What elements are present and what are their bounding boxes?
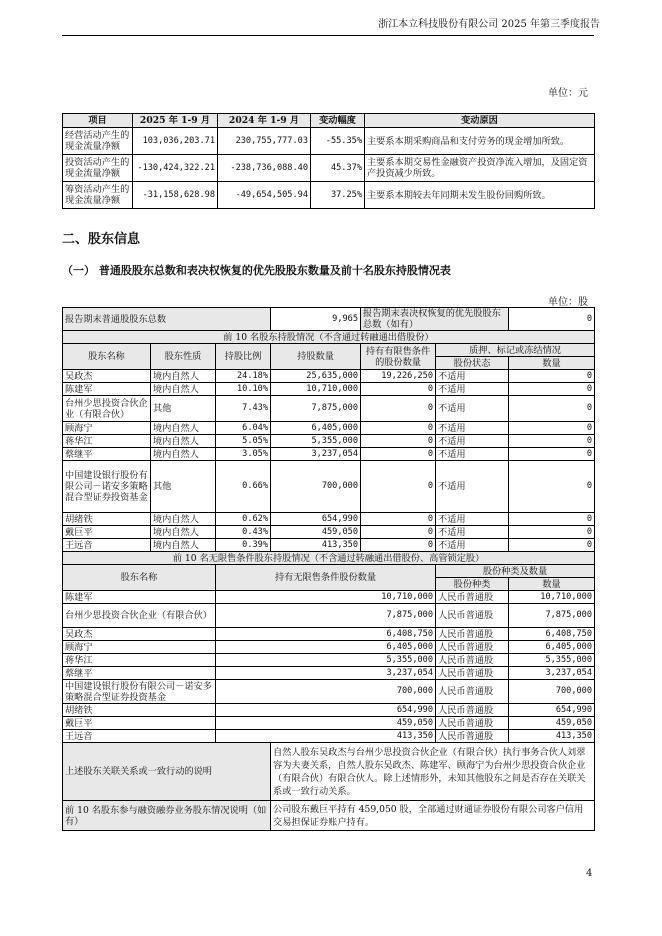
holder-ratio: 0.66% [216, 461, 271, 513]
holder-name: 吴政杰 [63, 370, 151, 383]
preferred-shareholders-label: 报告期末表决权恢复的优先股股东总数（如有） [361, 308, 509, 331]
holder-quantity: 7,875,000 [271, 396, 361, 422]
holder-quantity: 5,355,000 [271, 435, 361, 448]
holder-ratio: 0.39% [216, 539, 271, 552]
holder-pledge-count: 0 [509, 396, 595, 422]
holder-pledge-count: 0 [509, 461, 595, 513]
unres-holder-quantity: 7,875,000 [216, 604, 436, 628]
unres-share-type: 人民币普通股 [436, 667, 509, 680]
unres-col-header-qty: 持有无限售条件股份数量 [216, 565, 436, 591]
unrestricted-body [63, 591, 595, 743]
col-header-nature: 股东性质 [151, 344, 216, 370]
holder-nature: 境内自然人 [151, 513, 216, 526]
unres-share-count: 5,355,000 [509, 654, 595, 667]
unres-holder-name: 戴巨平 [63, 717, 216, 730]
table-row [63, 604, 595, 628]
margin-label: 前 10 名股东参与融资融券业务股东情况说明（如有） [63, 801, 271, 831]
page-number: 4 [586, 868, 593, 879]
holder-nature: 境内自然人 [151, 435, 216, 448]
relation-label: 上述股东关联关系或一致行动的说明 [63, 743, 271, 801]
unres-holder-quantity: 459,050 [216, 717, 436, 730]
holder-ratio: 0.43% [216, 526, 271, 539]
holder-nature: 境内自然人 [151, 383, 216, 396]
holder-pledge-count: 0 [509, 539, 595, 552]
holder-pledge-state: 不适用 [436, 435, 509, 448]
cashflow-header-2025: 2025 年 1-9 月 [133, 114, 218, 128]
table-row [63, 461, 595, 513]
cashflow-header-item: 项目 [63, 114, 133, 128]
holder-restricted: 0 [361, 513, 436, 526]
table-row [63, 370, 595, 383]
unres-col-header-count: 数量 [509, 578, 595, 591]
table-row [63, 628, 595, 641]
holder-name: 台州少思投资合伙企业（有限合伙） [63, 396, 151, 422]
total-shareholders-label: 报告期末普通股股东总数 [63, 308, 271, 331]
section-title: 二、股东信息 [62, 232, 141, 247]
unres-holder-name: 台州少思投资合伙企业（有限合伙） [63, 604, 216, 628]
table-row [63, 641, 595, 654]
unrestricted-title: 前 10 名无限售条件股东持股情况（不含通过转融通出借股份、高管锁定股） [63, 552, 595, 565]
table-row [63, 717, 595, 730]
cashflow-value-2025: 103,036,203.71 [133, 128, 218, 155]
unres-share-count: 700,000 [509, 680, 595, 704]
table-row [63, 730, 595, 743]
unres-share-count: 654,990 [509, 704, 595, 717]
holder-quantity: 3,237,054 [271, 448, 361, 461]
cashflow-value-2025: -130,424,322.21 [133, 155, 218, 182]
holder-restricted: 19,226,250 [361, 370, 436, 383]
report-header-title: 浙江本立科技股份有限公司 2025 年第三季度报告 [378, 19, 600, 30]
unres-holder-quantity: 654,990 [216, 704, 436, 717]
holder-pledge-state: 不适用 [436, 370, 509, 383]
cashflow-item: 经营活动产生的现金流量净额 [63, 128, 133, 155]
holder-quantity: 459,050 [271, 526, 361, 539]
table-row [63, 422, 595, 435]
holder-nature: 境内自然人 [151, 526, 216, 539]
holder-name: 蒋华江 [63, 435, 151, 448]
unres-share-count: 6,408,750 [509, 628, 595, 641]
unres-holder-name: 陈建军 [63, 591, 216, 604]
holder-pledge-state: 不适用 [436, 513, 509, 526]
preferred-shareholders-value: 0 [509, 308, 595, 331]
cashflow-header-2024: 2024 年 1-9 月 [218, 114, 311, 128]
relation-text: 自然人股东吴政杰与台州少思投资合伙企业（有限合伙）执行事务合伙人刘翠容为夫妻关系，自然人股东吴政杰、陈建军、顾海宁为台州少思投资合伙企业（有限合伙）有限合伙人。除上述情形外，未知其他股东之间是否存在关联关系或一致行动关系。 [271, 743, 595, 801]
holder-name: 陈建军 [63, 383, 151, 396]
table-row [63, 448, 595, 461]
holder-ratio: 24.18% [216, 370, 271, 383]
margin-text: 公司股东戴巨平持有 459,050 股，全部通过财通证券股份有限公司客户信用交易担保证券账户持有。 [271, 801, 595, 831]
top10-header-row-1 [63, 344, 595, 357]
unres-holder-name: 王远音 [63, 730, 216, 743]
holder-restricted: 0 [361, 461, 436, 513]
holder-pledge-state: 不适用 [436, 396, 509, 422]
holder-pledge-state: 不适用 [436, 383, 509, 396]
holder-nature: 境内自然人 [151, 370, 216, 383]
top10-title-row [63, 331, 595, 344]
table-row [63, 396, 595, 422]
cashflow-change: -55.35% [311, 128, 365, 155]
table-row [63, 539, 595, 552]
unres-col-header-type-group: 股份种类及数量 [436, 565, 595, 578]
table-row [63, 704, 595, 717]
unres-holder-name: 胡绪铁 [63, 704, 216, 717]
holder-restricted: 0 [361, 396, 436, 422]
holder-ratio: 3.05% [216, 448, 271, 461]
unres-share-type: 人民币普通股 [436, 680, 509, 704]
holder-ratio: 0.62% [216, 513, 271, 526]
col-header-pledge: 质押、标记或冻结情况 [436, 344, 595, 357]
unres-share-type: 人民币普通股 [436, 604, 509, 628]
unres-col-header-name: 股东名称 [63, 565, 216, 591]
holder-name: 蔡继平 [63, 448, 151, 461]
unres-holder-name: 吴政杰 [63, 628, 216, 641]
col-header-state: 股份状态 [436, 357, 509, 370]
col-header-name: 股东名称 [63, 344, 151, 370]
holder-restricted: 0 [361, 526, 436, 539]
holder-pledge-state: 不适用 [436, 526, 509, 539]
holder-restricted: 0 [361, 422, 436, 435]
holder-nature: 其他 [151, 461, 216, 513]
col-header-quantity: 持股数量 [271, 344, 361, 370]
cashflow-value-2024: 230,755,777.03 [218, 128, 311, 155]
unres-share-count: 6,405,000 [509, 641, 595, 654]
holder-restricted: 0 [361, 435, 436, 448]
unres-share-type: 人民币普通股 [436, 717, 509, 730]
unres-share-count: 413,350 [509, 730, 595, 743]
shareholder-unit-label: 单位：股 [548, 297, 588, 308]
holder-quantity: 413,350 [271, 539, 361, 552]
unrestricted-header-row-1 [63, 565, 595, 578]
table-row [63, 435, 595, 448]
unres-share-type: 人民币普通股 [436, 591, 509, 604]
holder-restricted: 0 [361, 383, 436, 396]
unres-holder-quantity: 3,237,054 [216, 667, 436, 680]
unres-share-type: 人民币普通股 [436, 654, 509, 667]
holder-name: 中国建设银行股份有限公司－诺安多策略混合型证券投资基金 [63, 461, 151, 513]
cashflow-row-investing [63, 155, 595, 182]
cashflow-row-financing [63, 182, 595, 209]
unres-col-header-type: 股份种类 [436, 578, 509, 591]
holder-pledge-state: 不适用 [436, 422, 509, 435]
unres-share-type: 人民币普通股 [436, 628, 509, 641]
holder-ratio: 10.10% [216, 383, 271, 396]
top10-body [63, 370, 595, 552]
col-header-ratio: 持股比例 [216, 344, 271, 370]
table-row [63, 591, 595, 604]
cashflow-table [62, 113, 595, 209]
col-header-count: 数量 [509, 357, 595, 370]
unres-share-count: 3,237,054 [509, 667, 595, 680]
unres-share-count: 10,710,000 [509, 591, 595, 604]
unres-holder-quantity: 6,408,750 [216, 628, 436, 641]
unres-share-type: 人民币普通股 [436, 730, 509, 743]
holder-nature: 境内自然人 [151, 422, 216, 435]
cashflow-reason: 主要系本期交易性金融资产投资净流入增加，及固定资产投资减少所致。 [365, 155, 595, 182]
holder-quantity: 10,710,000 [271, 383, 361, 396]
holder-restricted: 0 [361, 539, 436, 552]
holder-pledge-count: 0 [509, 370, 595, 383]
unrestricted-title-row [63, 552, 595, 565]
holder-restricted: 0 [361, 448, 436, 461]
holder-nature: 其他 [151, 396, 216, 422]
holder-quantity: 654,990 [271, 513, 361, 526]
holder-pledge-state: 不适用 [436, 539, 509, 552]
cashflow-change: 45.37% [311, 155, 365, 182]
header-divider [62, 35, 594, 36]
cashflow-row-operating [63, 128, 595, 155]
table-row [63, 383, 595, 396]
holder-quantity: 25,635,000 [271, 370, 361, 383]
cashflow-change: 37.25% [311, 182, 365, 209]
cashflow-header-row [63, 114, 595, 128]
unres-holder-quantity: 5,355,000 [216, 654, 436, 667]
holder-pledge-count: 0 [509, 422, 595, 435]
holder-pledge-count: 0 [509, 383, 595, 396]
unres-holder-quantity: 413,350 [216, 730, 436, 743]
unres-holder-quantity: 6,405,000 [216, 641, 436, 654]
cashflow-reason: 主要系本期较去年同期未发生股份回购所致。 [365, 182, 595, 209]
unres-share-count: 459,050 [509, 717, 595, 730]
table-row [63, 526, 595, 539]
shareholder-total-row [63, 308, 595, 331]
unres-share-count: 7,875,000 [509, 604, 595, 628]
holder-name: 戴巨平 [63, 526, 151, 539]
cashflow-item: 筹资活动产生的现金流量净额 [63, 182, 133, 209]
cashflow-value-2024: -49,654,505.94 [218, 182, 311, 209]
relation-row [63, 743, 595, 801]
table-row [63, 513, 595, 526]
table-row [63, 654, 595, 667]
margin-row [63, 801, 595, 831]
table-row [63, 680, 595, 704]
section-subtitle: （一） 普通股股东总数和表决权恢复的优先股股东数量及前十名股东持股情况表 [62, 264, 451, 277]
unres-holder-name: 蒋华江 [63, 654, 216, 667]
cashflow-reason: 主要系本期采购商品和支付劳务的现金增加所致。 [365, 128, 595, 155]
holder-name: 胡绪铁 [63, 513, 151, 526]
cashflow-header-change: 变动幅度 [311, 114, 365, 128]
holder-pledge-count: 0 [509, 448, 595, 461]
cashflow-header-reason: 变动原因 [365, 114, 595, 128]
unres-holder-quantity: 700,000 [216, 680, 436, 704]
holder-ratio: 7.43% [216, 396, 271, 422]
holder-name: 顾海宁 [63, 422, 151, 435]
holder-name: 王远音 [63, 539, 151, 552]
cashflow-unit-label: 单位：元 [548, 88, 588, 99]
holder-nature: 境内自然人 [151, 448, 216, 461]
cashflow-value-2024: -238,736,088.40 [218, 155, 311, 182]
col-header-restricted: 持有有限售条件的股份数量 [361, 344, 436, 370]
holder-quantity: 6,405,000 [271, 422, 361, 435]
holder-ratio: 6.04% [216, 422, 271, 435]
shareholder-table [62, 307, 595, 831]
cashflow-value-2025: -31,158,628.98 [133, 182, 218, 209]
table-row [63, 667, 595, 680]
holder-pledge-count: 0 [509, 435, 595, 448]
unres-holder-quantity: 10,710,000 [216, 591, 436, 604]
cashflow-item: 投资活动产生的现金流量净额 [63, 155, 133, 182]
total-shareholders-value: 9,965 [271, 308, 361, 331]
holder-ratio: 5.05% [216, 435, 271, 448]
holder-pledge-count: 0 [509, 526, 595, 539]
unres-share-type: 人民币普通股 [436, 704, 509, 717]
holder-pledge-state: 不适用 [436, 448, 509, 461]
holder-pledge-count: 0 [509, 513, 595, 526]
holder-pledge-state: 不适用 [436, 461, 509, 513]
holder-nature: 境内自然人 [151, 539, 216, 552]
holder-quantity: 700,000 [271, 461, 361, 513]
unres-holder-name: 蔡继平 [63, 667, 216, 680]
top10-title: 前 10 名股东持股情况（不含通过转融通出借股份） [63, 331, 595, 344]
unres-share-type: 人民币普通股 [436, 641, 509, 654]
unres-holder-name: 中国建设银行股份有限公司－诺安多策略混合型证券投资基金 [63, 680, 216, 704]
unres-holder-name: 顾海宁 [63, 641, 216, 654]
